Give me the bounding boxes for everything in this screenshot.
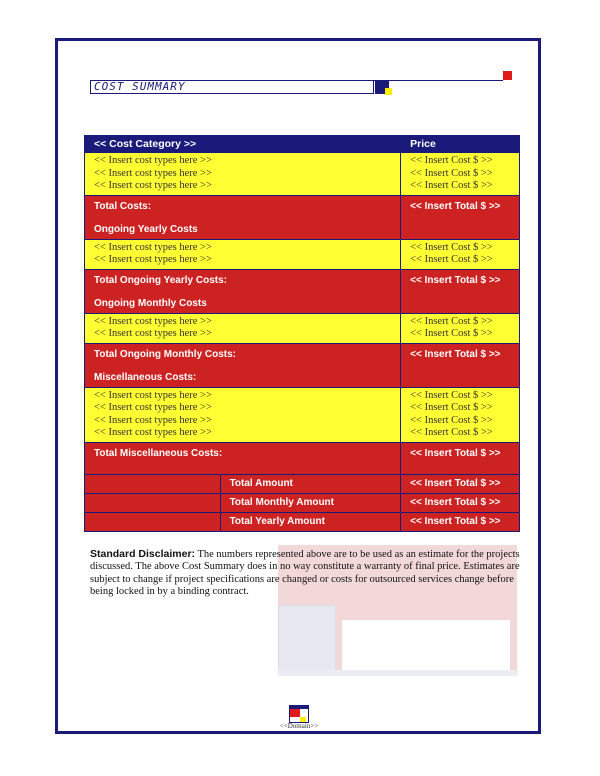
category-column-header: << Cost Category >> [85, 136, 401, 153]
background-decoration-grey [278, 605, 336, 675]
cost-type-item[interactable]: << Insert cost types here >> [94, 180, 212, 191]
total-amount-label: Total Amount [220, 474, 401, 493]
section-title: COST SUMMARY [94, 80, 186, 93]
cost-price-item[interactable]: << Insert Cost $ >> [410, 254, 493, 265]
summary-spacer [85, 493, 221, 512]
total-yearly-label: Total Ongoing Yearly Costs: [94, 274, 227, 286]
cost-price-item[interactable]: << Insert Cost $ >> [410, 241, 493, 253]
cost-type-item[interactable]: << Insert cost types here >> [94, 427, 212, 438]
standard-disclaimer [90, 548, 522, 599]
cost-price-item[interactable]: << Insert Cost $ >> [410, 315, 493, 327]
monthly-costs-heading: Ongoing Monthly Costs [94, 297, 207, 309]
total-yearly-amount-label: Total Yearly Amount [220, 512, 401, 531]
disclaimer-text: The numbers represented above are to be used as an estimate for the projects discussed. The above Cost Summary does in no way constitute a warranty of final price. Estimates are subject to change if project specifications are changed or costs for outsourced services change before being locked in by a binding contract. [90, 549, 520, 598]
cost-type-item[interactable]: << Insert cost types here >> [94, 389, 212, 401]
cost-group-row [85, 313, 520, 343]
cost-price-item[interactable]: << Insert Cost $ >> [410, 167, 493, 179]
cost-type-cell[interactable] [85, 153, 401, 196]
summary-spacer [85, 512, 221, 531]
header-red-square [503, 71, 512, 80]
total-misc-price[interactable]: << Insert Total $ >> [401, 442, 520, 474]
header-rule [374, 80, 503, 81]
cost-type-item[interactable]: << Insert cost types here >> [94, 254, 212, 265]
cost-price-cell[interactable] [401, 313, 520, 343]
cost-price-cell[interactable] [401, 239, 520, 269]
subtotal-row [85, 343, 520, 387]
cost-price-item[interactable]: << Insert Cost $ >> [410, 414, 493, 426]
cost-price-item[interactable]: << Insert Cost $ >> [410, 328, 493, 339]
cost-type-item[interactable]: << Insert cost types here >> [94, 414, 212, 426]
yearly-costs-heading: Ongoing Yearly Costs [94, 223, 198, 235]
section-header-bar [90, 80, 374, 94]
cost-price-item[interactable]: << Insert Cost $ >> [410, 180, 493, 191]
price-column-header: Price [401, 136, 520, 153]
total-monthly-price[interactable]: << Insert Total $ >> [401, 343, 520, 387]
summary-row [85, 512, 520, 531]
subtotal-label-cell [85, 343, 401, 387]
cost-price-item[interactable]: << Insert Cost $ >> [410, 155, 493, 166]
cost-type-item[interactable]: << Insert cost types here >> [94, 167, 212, 179]
subtotal-label-cell [85, 269, 401, 313]
total-monthly-amount-label: Total Monthly Amount [220, 493, 401, 512]
total-costs-label: Total Costs: [94, 200, 152, 212]
cost-group-row [85, 153, 520, 196]
cost-type-cell[interactable] [85, 239, 401, 269]
total-amount-price[interactable]: << Insert Total $ >> [401, 474, 520, 493]
cost-type-cell[interactable] [85, 313, 401, 343]
total-yearly-amount-price[interactable]: << Insert Total $ >> [401, 512, 520, 531]
disclaimer-label: Standard Disclaimer: [90, 548, 196, 560]
cost-price-item[interactable]: << Insert Cost $ >> [410, 389, 493, 401]
cost-type-item[interactable]: << Insert cost types here >> [94, 328, 212, 339]
subtotal-label-cell [85, 195, 401, 239]
cost-price-cell[interactable] [401, 387, 520, 442]
cost-price-item[interactable]: << Insert Cost $ >> [410, 427, 493, 438]
footer-domain[interactable]: <<Domain>> [279, 722, 319, 730]
cost-price-cell[interactable] [401, 153, 520, 196]
summary-spacer [85, 474, 221, 493]
total-misc-label: Total Miscellaneous Costs: [85, 442, 401, 474]
cost-type-item[interactable]: << Insert cost types here >> [94, 402, 212, 413]
subtotal-row [85, 195, 520, 239]
cost-summary-table [84, 135, 520, 532]
subtotal-row [85, 442, 520, 474]
table-header-row [85, 136, 520, 153]
subtotal-row [85, 269, 520, 313]
misc-costs-heading: Miscellaneous Costs: [94, 371, 197, 383]
cost-type-item[interactable]: << Insert cost types here >> [94, 315, 212, 327]
cost-type-item[interactable]: << Insert cost types here >> [94, 155, 212, 166]
summary-row [85, 474, 520, 493]
cost-group-row [85, 239, 520, 269]
cost-type-item[interactable]: << Insert cost types here >> [94, 241, 212, 253]
cost-type-cell[interactable] [85, 387, 401, 442]
background-decoration-strip [278, 670, 518, 676]
total-costs-price[interactable]: << Insert Total $ >> [401, 195, 520, 239]
summary-row [85, 493, 520, 512]
footer-logo [289, 705, 309, 723]
total-monthly-label: Total Ongoing Monthly Costs: [94, 348, 237, 360]
total-monthly-amount-price[interactable]: << Insert Total $ >> [401, 493, 520, 512]
background-decoration-white [342, 620, 510, 672]
cost-price-item[interactable]: << Insert Cost $ >> [410, 402, 493, 413]
header-yellow-square [385, 88, 392, 95]
total-yearly-price[interactable]: << Insert Total $ >> [401, 269, 520, 313]
cost-group-row [85, 387, 520, 442]
